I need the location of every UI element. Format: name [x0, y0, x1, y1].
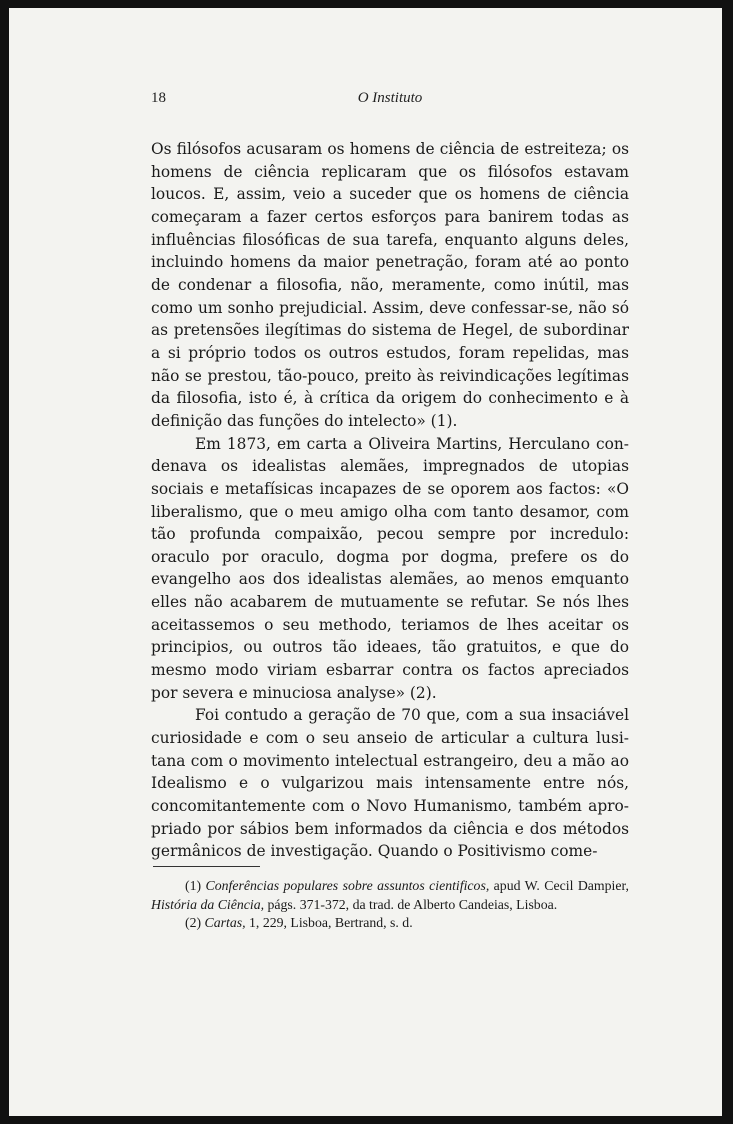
- body-text: [151, 138, 629, 863]
- paragraph-1: Os filósofos acusaram os homens de ciência de estreiteza; os homens de ciência replicaram que os filósofos estavam loucos. E, assim, veio a suceder que os homens de ciência começaram a fazer certos esforços para banirem todas as influências filosóficas de sua tarefa, enquanto alguns deles, incluindo homens da maior penetração, foram até ao ponto de condenar a filosofia, não, meramente, como inútil, mas como um sonho prejudicial. Assim, deve confessar-se, não só as pretensões ilegítimas do sistema de Hegel, de subordinar a si próprio todos os outros estudos, foram repelidas, mas não se prestou, tão-pouco, preito às reivindicações legítimas da filosofia, isto é, à crítica da origem do conhecimento e à definição das funções do intelecto» (1).: [151, 140, 629, 430]
- footnote-title: Conferências populares sobre assuntos cientificos,: [205, 878, 490, 893]
- page-number: 18: [151, 90, 166, 106]
- footnotes: [151, 877, 629, 933]
- footnote-divider: [153, 866, 260, 867]
- paragraph-3: Foi contudo a geração de 70 que, com a sua insaciável curiosidade e com o seu anseio de articular a cultura lusitana com o movimento intelectual estrangeiro, deu a mão ao Idealismo e o vulgarizou mais intensamente entre nós, concomitantemente com o Novo Humanismo, também apropriado por sábios bem informados da ciência e dos métodos germânicos de investigação. Quando o Positivismo come-: [151, 706, 629, 861]
- paragraph-2: Em 1873, em carta a Oliveira Martins, Herculano condenava os idealistas alemães, impregnados de utopias sociais e metafísicas incapazes de se oporem aos factos: «O liberalismo, que o meu amigo olha com tanto desamor, com tão profunda compaixão, pecou sempre por incredulo: oraculo por oraculo, dogma por dogma, prefere os do evangelho aos dos idealistas alemães, ao menos emquanto elles não acabarem de mutuamente se refutar. Se nós lhes aceitassemos o seu methodo, teriamos de lhes aceitar os principios, ou outros tão ideaes, tão gratuitos, e que do mesmo modo viriam esbarrar contra os factos apreciados por severa e minuciosa analyse» (2).: [151, 434, 629, 702]
- footnote-text: 1, 229, Lisboa, Bertrand, s. d.: [245, 915, 413, 930]
- footnote-title: Cartas,: [204, 915, 246, 930]
- footnote-title: História da Ciência,: [151, 896, 265, 912]
- footnote-marker: (2): [185, 915, 202, 930]
- footnote-text: págs. 371-372, da trad. de Alberto Candeias, Lisboa.: [264, 896, 558, 912]
- footnote-marker: (1): [185, 878, 202, 893]
- footnote-1: [151, 877, 629, 914]
- footnote-2: [151, 914, 629, 933]
- running-title: O Instituto: [357, 90, 423, 106]
- page-header: [151, 90, 629, 114]
- footnote-text: apud W. Cecil Dampier,: [489, 878, 629, 893]
